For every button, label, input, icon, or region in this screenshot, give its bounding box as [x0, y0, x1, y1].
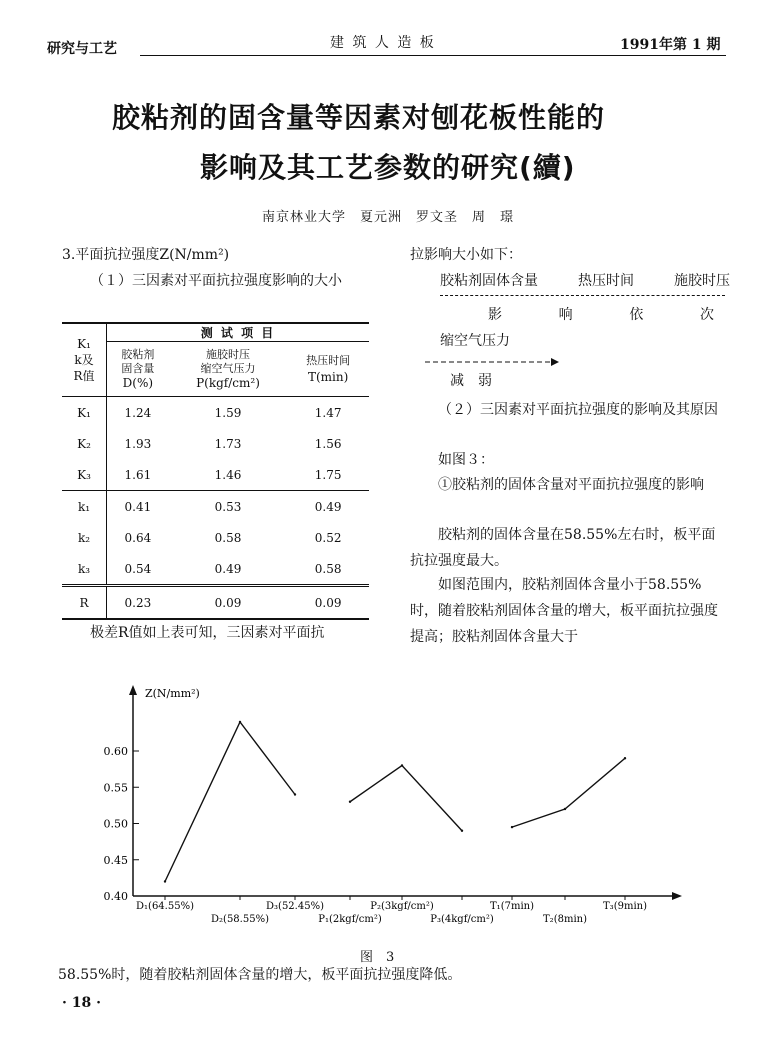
order-last: 缩空气压力 — [440, 333, 510, 349]
cell: 0.64 — [124, 530, 152, 545]
order-item: 胶粘剂固体含量 — [440, 273, 538, 289]
paragraph-p2: 如图范围内，胶粘剂固体含量小于58.55%时，随着胶粘剂固体含量的增大，板平面抗拉强度提高；胶粘剂固体含量大于 — [410, 577, 718, 645]
cell: 1.24 — [124, 405, 152, 420]
col-header-t: 热压时间 T(min) — [306, 354, 351, 384]
row-label: K₃ — [62, 459, 107, 491]
data-point-P2 — [401, 764, 403, 766]
row-label: K₁ — [62, 397, 107, 429]
title-line-2: 影响及其工艺参数的研究(續) — [200, 151, 576, 184]
y-tick-label: 0.45 — [103, 853, 128, 867]
corner-r: R值 — [73, 369, 95, 383]
x-tick-label: T₂(8min) — [543, 914, 587, 925]
x-tick-label: D₃(52.45%) — [266, 901, 324, 912]
data-point-D2 — [239, 721, 241, 723]
x-tick-label: T₁(7min) — [490, 901, 534, 912]
row-label: R — [62, 586, 107, 620]
results-table — [62, 322, 369, 620]
issue-label: 1991年第 1 期 — [620, 37, 721, 53]
x-tick-label: D₂(58.55%) — [211, 914, 269, 925]
y-axis-label: Z(N/mm²) — [145, 687, 200, 700]
title-line-1: 胶粘剂的固含量等因素对刨花板性能的 — [112, 101, 606, 134]
weakening-arrow — [425, 356, 560, 368]
figure-3-chart — [60, 675, 700, 940]
paragraph-after-table: 极差R值如上表可知，三因素对平面抗 — [90, 625, 325, 641]
row-label: k₂ — [62, 522, 107, 553]
paragraph-p1: 胶粘剂的固体含量在58.55%左右时，板平面抗拉强度最大。 — [410, 527, 716, 569]
data-point-D1 — [164, 880, 166, 882]
cell: 1.61 — [124, 467, 152, 482]
cell: 1.93 — [124, 436, 152, 451]
section-2-heading: （２）三因素对平面抗拉强度的影响及其原因 — [438, 402, 718, 418]
col-header-d: 胶粘剂 固含量 D(%) — [121, 348, 155, 390]
y-tick-label: 0.60 — [103, 745, 128, 758]
x-tick-label: D₁(64.55%) — [136, 901, 194, 912]
order-item: 施胶时压 — [674, 273, 730, 289]
cell: 1.75 — [314, 467, 342, 482]
data-point-T3 — [624, 757, 626, 759]
row-label: k₃ — [62, 553, 107, 586]
cell: 0.49 — [314, 499, 342, 514]
order-rule — [440, 295, 725, 296]
cell: 0.52 — [314, 530, 342, 545]
cell: 0.54 — [124, 561, 152, 576]
y-tick-label: 0.40 — [103, 890, 128, 903]
data-point-T2 — [564, 808, 566, 810]
authors: 南京林业大学 夏元洲 罗文圣 周 璟 — [262, 210, 515, 225]
series-line-P — [350, 766, 462, 831]
corner-k1: K₁ — [77, 337, 91, 351]
figure-reference: 如图３： — [438, 452, 494, 468]
cell: 0.49 — [214, 561, 242, 576]
right-intro: 拉影响大小如下： — [410, 247, 522, 263]
x-tick-label: P₂(3kgf/cm²) — [370, 901, 434, 912]
order-items — [440, 268, 730, 294]
subsection-1: ①胶粘剂的固体含量对平面抗拉强度的影响 — [438, 477, 704, 493]
cell: 0.23 — [124, 595, 152, 610]
cell: 1.59 — [214, 405, 242, 420]
weak-label: 减 弱 — [450, 373, 492, 389]
x-axis-arrow — [672, 892, 682, 900]
page-number: · 18 · — [62, 995, 101, 1011]
corner-k: k及 — [74, 353, 94, 367]
x-tick-label: P₃(4kgf/cm²) — [430, 914, 494, 925]
data-point-P1 — [349, 801, 351, 803]
cell: 0.09 — [214, 595, 242, 610]
cell: 1.73 — [214, 436, 242, 451]
header-rule — [140, 55, 726, 56]
bottom-text: 58.55%时，随着胶粘剂固体含量的增大，板平面抗拉强度降低。 — [58, 967, 462, 983]
section-heading-3: 3.平面抗拉强度Z(N/mm²) — [62, 247, 230, 263]
journal-name: 建 筑 人 造 板 — [330, 35, 436, 51]
row-label: k₁ — [62, 491, 107, 523]
cell: 0.58 — [214, 530, 242, 545]
figure-caption: 图 3 — [360, 950, 395, 965]
y-axis-arrow — [129, 685, 137, 695]
row-label: K₂ — [62, 428, 107, 459]
cell: 0.53 — [214, 499, 242, 514]
data-point-T1 — [511, 826, 513, 828]
order-words: 影 响 依 次 — [488, 307, 714, 323]
order-item: 热压时间 — [578, 273, 634, 289]
cell: 0.41 — [124, 499, 152, 514]
series-line-D — [165, 722, 295, 882]
y-tick-label: 0.50 — [103, 817, 128, 831]
col-header-p: 施胶时压 缩空气压力 P(kgf/cm²) — [196, 348, 260, 390]
data-point-P3 — [461, 830, 463, 832]
section-label: 研究与工艺 — [47, 41, 117, 57]
cell: 1.46 — [214, 467, 242, 482]
x-tick-label: T₃(9min) — [603, 901, 647, 912]
y-tick-label: 0.55 — [103, 781, 128, 795]
paragraph-1: （１）三因素对平面抗拉强度影响的大小 — [90, 273, 342, 289]
cell: 0.09 — [314, 595, 342, 610]
series-line-T — [512, 758, 625, 827]
group-header: 测 试 项 目 — [107, 323, 370, 342]
data-point-D3 — [294, 793, 296, 795]
cell: 1.56 — [314, 436, 342, 451]
x-tick-label: P₁(2kgf/cm²) — [318, 914, 382, 925]
cell: 0.58 — [314, 561, 342, 576]
cell: 1.47 — [314, 405, 342, 420]
